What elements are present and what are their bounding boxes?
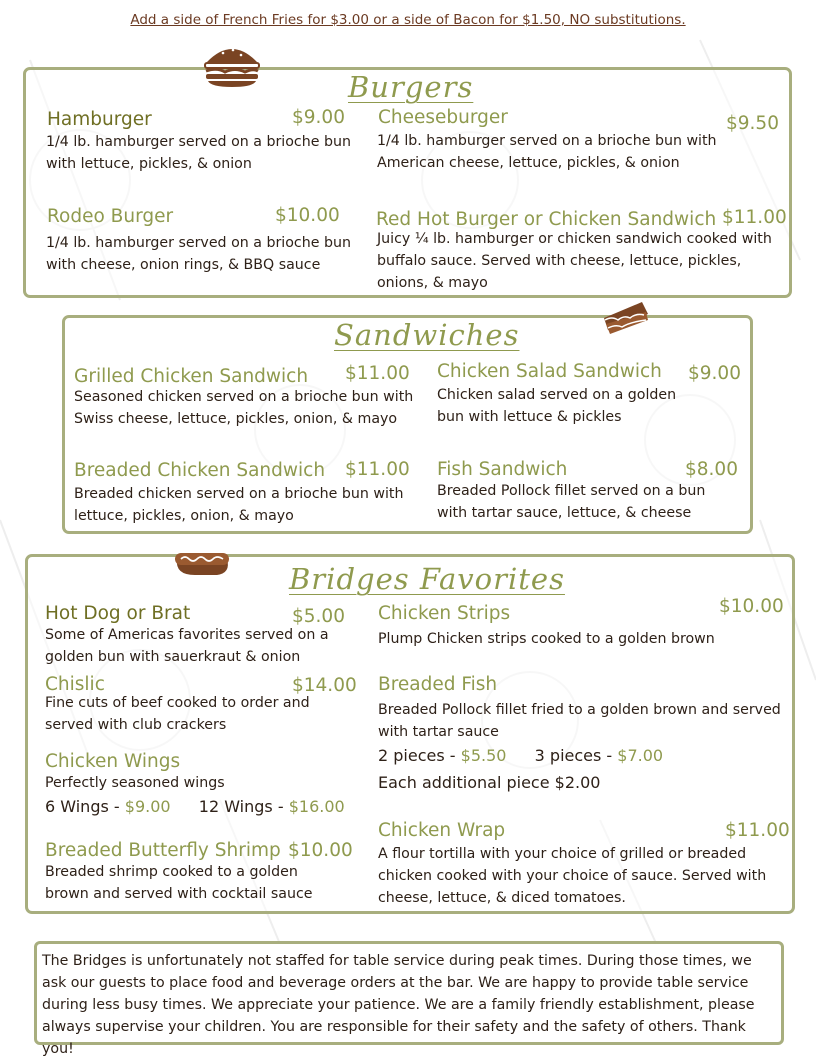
menu-item-price: $11.00 <box>725 820 790 841</box>
menu-item-name: Breaded Chicken Sandwich <box>74 460 326 481</box>
menu-item-description: with tartar sauce <box>378 724 499 740</box>
menu-item-description: Perfectly seasoned wings <box>45 775 225 791</box>
menu-item-description: Chicken salad served on a golden <box>437 387 677 403</box>
price-options <box>45 796 345 818</box>
additional-piece-price: Each additional piece $2.00 <box>378 773 601 792</box>
price-options <box>378 745 663 767</box>
menu-item-description: onions, & mayo <box>377 275 488 291</box>
menu-item-name: Chislic <box>45 674 105 695</box>
option-price: $5.50 <box>460 746 507 765</box>
menu-item-description: Juicy ¼ lb. hamburger or chicken sandwich cooked with <box>377 231 772 247</box>
menu-item-description: with lettuce, pickles, & onion <box>46 156 252 172</box>
option-price: $9.00 <box>124 797 171 816</box>
sandwich-icon <box>602 298 650 338</box>
menu-item-price: $9.00 <box>688 363 741 384</box>
menu-item-description: lettuce, pickles, onion, & mayo <box>74 508 294 524</box>
menu-item-price: $9.00 <box>292 107 345 128</box>
menu-item-description: Swiss cheese, lettuce, pickles, onion, & mayo <box>74 411 398 427</box>
menu-item-description: Breaded chicken served on a brioche bun with <box>74 486 404 502</box>
menu-item-description: 1/4 lb. hamburger served on a brioche bun with <box>377 133 717 149</box>
menu-item-description: Breaded Pollock fillet served on a bun <box>437 483 706 499</box>
menu-item-description: with tartar sauce, lettuce, & cheese <box>437 505 692 521</box>
menu-item-price: $9.50 <box>726 113 779 134</box>
menu-item-name: Cheeseburger <box>378 107 508 128</box>
option-price: $16.00 <box>288 797 345 816</box>
burger-icon <box>203 42 261 88</box>
menu-item-name: Chicken Wrap <box>378 820 506 841</box>
menu-item-description: 1/4 lb. hamburger served on a brioche bun <box>46 235 351 251</box>
menu-item-name: Grilled Chicken Sandwich <box>74 366 309 387</box>
menu-item-name: Breaded Butterfly Shrimp <box>45 840 281 861</box>
menu-item-description: golden bun with sauerkraut & onion <box>45 649 301 665</box>
menu-item-description: Plump Chicken strips cooked to a golden brown <box>378 631 715 647</box>
menu-item-price: $11.00 <box>345 459 410 480</box>
option-price: $7.00 <box>617 746 664 765</box>
menu-item-name: Chicken Strips <box>378 603 511 624</box>
menu-item-price: $10.00 <box>275 205 340 226</box>
option-label: 12 Wings - <box>198 797 289 816</box>
menu-item-name: Breaded Fish <box>378 674 498 695</box>
menu-item-description: Fine cuts of beef cooked to order and <box>45 695 310 711</box>
menu-item-description: buffalo sauce. Served with cheese, lettuce, pickles, <box>377 253 742 269</box>
menu-item-description: American cheese, lettuce, pickles, & onion <box>377 155 680 171</box>
menu-item-price: $5.00 <box>292 606 345 627</box>
burgers-title: Burgers <box>342 70 479 104</box>
menu-item-description: bun with lettuce & pickles <box>437 409 622 425</box>
menu-item-description: chicken cooked with your choice of sauce. Served with <box>378 868 767 884</box>
hotdog-icon <box>173 545 231 579</box>
menu-item-price: $11.00 <box>722 207 787 228</box>
menu-item-description: brown and served with cocktail sauce <box>45 886 313 902</box>
option-label: 3 pieces - <box>534 746 618 765</box>
menu-item-description: Breaded Pollock fillet fried to a golden brown and served <box>378 702 781 718</box>
menu-item-name: Rodeo Burger <box>47 206 174 227</box>
menu-item-price: $8.00 <box>685 459 738 480</box>
menu-item-description: cheese, lettuce, & diced tomatoes. <box>378 890 626 906</box>
option-label: 2 pieces - <box>378 746 461 765</box>
menu-item-name: Hot Dog or Brat <box>45 603 191 624</box>
menu-item-name: Red Hot Burger or Chicken Sandwich <box>376 209 717 230</box>
menu-item-description: A flour tortilla with your choice of grilled or breaded <box>378 846 747 862</box>
menu-item-price: $10.00 <box>719 596 784 617</box>
menu-item-price: $14.00 <box>292 675 357 696</box>
menu-item-name: Chicken Wings <box>45 751 181 772</box>
service-notice: The Bridges is unfortunately not staffed for table service during peak times. During those times, we ask our guests to place food and beverage orders at the bar. We are happy to provide table service during less busy times. We appreciate your patience. We are a family friendly establishment, please always supervise your children. You are responsible for their safety and the safety of others. Thank you! <box>34 941 784 1045</box>
favorites-title: Bridges Favorites <box>283 562 571 596</box>
menu-item-name: Fish Sandwich <box>437 459 568 480</box>
option-label: 6 Wings - <box>45 797 125 816</box>
menu-item-description: Breaded shrimp cooked to a golden <box>45 864 298 880</box>
side-order-note: Add a side of French Fries for $3.00 or a side of Bacon for $1.50, NO substitutions. <box>130 12 686 28</box>
sandwiches-title: Sandwiches <box>328 318 525 352</box>
menu-item-description: Seasoned chicken served on a brioche bun with <box>74 389 414 405</box>
menu-item-name: Hamburger <box>47 109 152 130</box>
menu-item-price: $10.00 <box>288 840 353 861</box>
menu-item-description: served with club crackers <box>45 717 227 733</box>
menu-item-name: Chicken Salad Sandwich <box>437 361 662 382</box>
menu-item-description: with cheese, onion rings, & BBQ sauce <box>46 257 321 273</box>
menu-item-price: $11.00 <box>345 363 410 384</box>
menu-item-description: 1/4 lb. hamburger served on a brioche bun <box>46 134 351 150</box>
menu-item-description: Some of Americas favorites served on a <box>45 627 329 643</box>
